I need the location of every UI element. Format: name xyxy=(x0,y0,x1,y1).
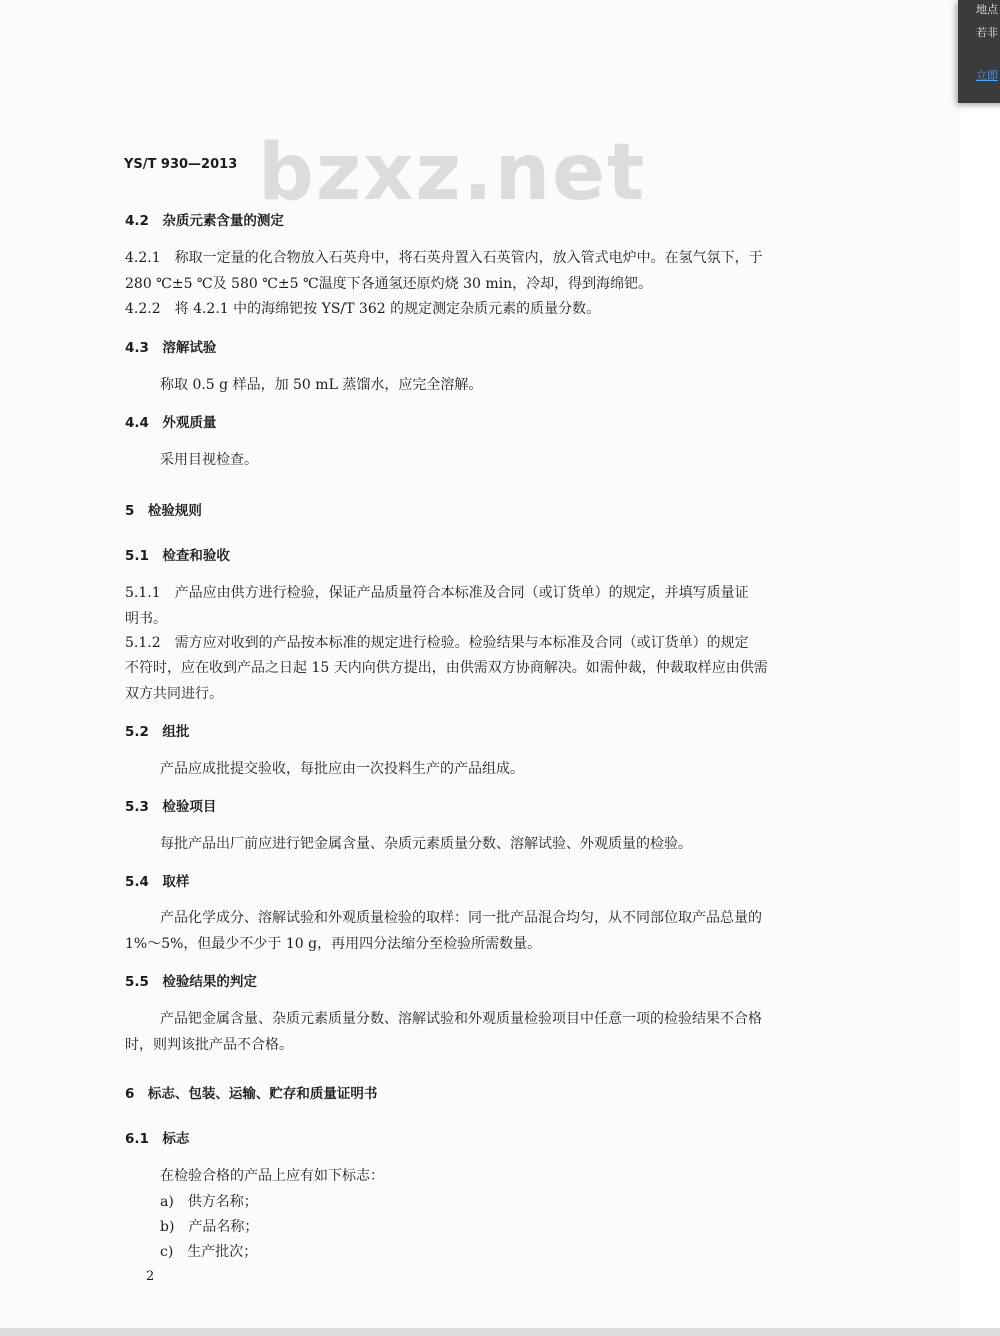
para-5-1-2-line2: 不符时，应在收到产品之日起 15 天内向供方提出，由供需双方协商解决。如需仲裁，仲裁取样应由供需 xyxy=(125,660,768,676)
para-4-2-1-line1: 4.2.1 称取一定量的化合物放入石英舟中，将石英舟置入石英管内，放入管式电炉中。在氢气氛下，于 xyxy=(125,250,763,266)
para-4-2-1-line2: 280 ℃±5 ℃及 580 ℃±5 ℃温度下各通氢还原灼烧 30 min，冷却，得到海绵钯。 xyxy=(125,276,653,292)
list-item: c) 生产批次； xyxy=(160,1244,258,1260)
heading-5-5: 5.5 检验结果的判定 xyxy=(125,974,257,990)
page-number: 2 xyxy=(146,1269,155,1284)
page-margin-bottom xyxy=(0,1328,1000,1336)
para-5-1-1-line2: 明书。 xyxy=(125,611,167,627)
para-5-5-line1: 产品钯金属含量、杂质元素质量分数、溶解试验和外观质量检验项目中任意一项的检验结果不合格 xyxy=(160,1011,762,1027)
para-5-4-line1: 产品化学成分、溶解试验和外观质量检验的取样：同一批产品混合均匀，从不同部位取产品总量的 xyxy=(160,910,762,926)
heading-5: 5 检验规则 xyxy=(125,503,202,519)
popup-action-link[interactable]: 立即 xyxy=(976,69,998,82)
heading-5-2: 5.2 组批 xyxy=(125,724,190,740)
para-5-4-line2: 1%～5%，但最少不少于 10 g，再用四分法缩分至检验所需数量。 xyxy=(125,936,542,952)
standard-code: YS/T 930—2013 xyxy=(124,157,238,172)
heading-6-1: 6.1 标志 xyxy=(125,1131,190,1147)
para-4-3: 称取 0.5 g 样品，加 50 mL 蒸馏水，应完全溶解。 xyxy=(160,377,483,393)
page-margin-right xyxy=(960,0,1000,1336)
notification-popup xyxy=(958,0,1000,103)
heading-4-3: 4.3 溶解试验 xyxy=(125,340,217,356)
para-4-2-2: 4.2.2 将 4.2.1 中的海绵钯按 YS/T 362 的规定测定杂质元素的质量分数。 xyxy=(125,301,601,317)
popup-line-2: 若非 xyxy=(976,26,998,39)
heading-4-4: 4.4 外观质量 xyxy=(125,415,217,431)
para-5-1-2-line1: 5.1.2 需方应对收到的产品按本标准的规定进行检验。检验结果与本标准及合同（或订货单）的规定 xyxy=(125,635,749,651)
heading-5-4: 5.4 取样 xyxy=(125,874,190,890)
heading-5-1: 5.1 检查和验收 xyxy=(125,548,230,564)
list-item: a) 供方名称； xyxy=(160,1194,258,1210)
heading-4-2: 4.2 杂质元素含量的测定 xyxy=(125,213,284,229)
list-item: b) 产品名称； xyxy=(160,1219,259,1235)
heading-6: 6 标志、包装、运输、贮存和质量证明书 xyxy=(125,1086,378,1102)
para-5-5-line2: 时，则判该批产品不合格。 xyxy=(125,1037,293,1053)
para-4-4: 采用目视检查。 xyxy=(160,452,258,468)
para-5-3: 每批产品出厂前应进行钯金属含量、杂质元素质量分数、溶解试验、外观质量的检验。 xyxy=(160,836,692,852)
heading-5-3: 5.3 检验项目 xyxy=(125,799,217,815)
para-5-2: 产品应成批提交验收，每批应由一次投料生产的产品组成。 xyxy=(160,761,524,777)
para-6-1-intro: 在检验合格的产品上应有如下标志： xyxy=(160,1168,384,1184)
para-5-1-1-line1: 5.1.1 产品应由供方进行检验，保证产品质量符合本标准及合同（或订货单）的规定，并填写质量证 xyxy=(125,585,749,601)
watermark: bzxz.net xyxy=(258,128,647,218)
para-5-1-2-line3: 双方共同进行。 xyxy=(125,686,223,702)
popup-line-1: 地点 xyxy=(976,3,998,16)
